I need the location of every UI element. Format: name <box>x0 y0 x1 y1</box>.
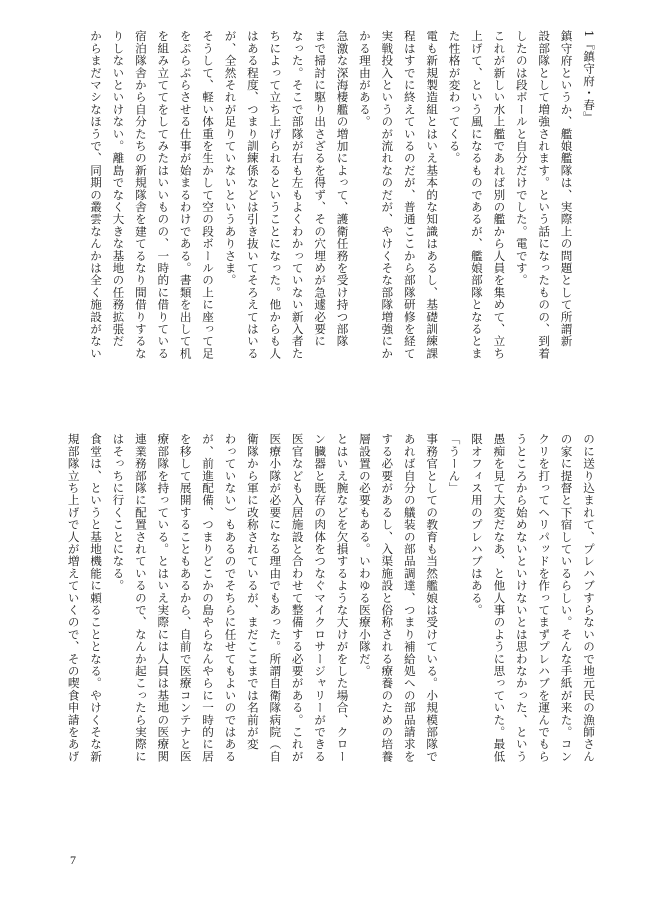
text-line: まで掃討に駆り出さざるを得ず、その穴埋めが急遽必要に <box>313 30 328 348</box>
text-line: 食堂は、というと基地機能に頼ることとなる。やけくそな新 <box>89 433 104 763</box>
text-line: 実戦投入というのが流れなのだが、やけくそな部隊増強にか <box>380 30 395 360</box>
text-line: 医療小隊が必要になる理由でもあった。所謂自衛隊病院（自 <box>268 433 283 763</box>
text-line: 上げて、という風になるものであるが、艦娘部隊となるとま <box>469 30 484 360</box>
page-number: 7 <box>70 853 76 867</box>
text-line: する必要があるし、入渠施設と俗称される療養のための培養 <box>380 433 395 763</box>
text-line: なった。そこで部隊が右も左もよくわかっていない新入者た <box>290 30 305 360</box>
text-line: 電も新規製造組とはいえ基本的な知識はあるし、基礎訓練課 <box>425 30 440 360</box>
text-line: 「うーん」 <box>447 433 462 494</box>
text-line: た性格が変わってくる。 <box>447 30 462 165</box>
text-line: はそっちに行くことになる。 <box>111 433 126 592</box>
text-line: りしないといけない。離島でなく大きな基地の任務拡張だ <box>111 30 126 348</box>
text-line: かる理由がある。 <box>357 30 372 128</box>
text-line: が、前進配備、つまりどこかの島やらなんやらに一時的に居 <box>201 433 216 763</box>
text-line: 規部隊立ち上げで人が増えていくので、その喫食申請をあげ <box>66 433 81 763</box>
text-line: あれば自分の艤装の部品調達、つまり補給処への部品請求を <box>402 433 417 763</box>
text-block-bottom <box>10 433 600 803</box>
text-line: わっていない）もあるのでそちらに任せてもよいのではある <box>223 433 238 763</box>
text-line: したのは段ボールと自分だけでした。電です。 <box>514 30 529 287</box>
text-line: ン臓器と既存の肉体をつなぐマイクロサージャリーができる <box>313 433 328 763</box>
text-line: の家に提督と下宿しているらしい。そんな手紙が来た。コン <box>559 433 574 763</box>
text-line: 愚痴を見て大変だなあ、と他人事のように思っていた。最低 <box>492 433 507 763</box>
text-line: 層設置の必要もある。いわゆる医療小隊だ。 <box>357 433 372 677</box>
text-line: 医官なども入居施設と合わせて整備する必要がある。これが <box>290 433 305 763</box>
text-line: そうして、軽い体重を生かして空の段ボールの上に座って足 <box>201 30 216 360</box>
text-line: 急激な深海棲艦の増加によって、護衛任務を受け持つ部隊 <box>335 30 350 348</box>
text-line: を移して展開することもあるから、自前で医療コンテナと医 <box>178 433 193 763</box>
text-line: 事務官としての教育も当然艦娘は受けている。小規模部隊で <box>425 433 440 763</box>
text-line: 療部隊を持っている。とはいえ実際には人員は基地の医療関 <box>156 433 171 763</box>
text-line: 宿泊隊舎から自分たちの新規隊舎を建てるなり間借りするな <box>133 30 148 360</box>
text-line: うところから始めないといけないとは思わなかった、という <box>514 433 529 763</box>
text-block-top <box>10 30 600 400</box>
text-line: ちによって立ち上げられるということになった。他からも人 <box>268 30 283 360</box>
text-line: をぷらぷらさせる仕事が始まるわけである。書類を出して机 <box>178 30 193 360</box>
text-line: が、全然それが足りていないというありさま。 <box>223 30 238 287</box>
text-line: 1『鎮守府・春』 <box>582 30 596 124</box>
text-line: 連業務部隊に配置されているので、なんか起こったら実際に <box>133 433 148 763</box>
text-line: からまだマシなほうで、同期の叢雲なんかは全く施設がない <box>89 30 104 360</box>
text-line: のに送り込まれて、プレハブすらないので地元民の漁師さん <box>582 433 596 763</box>
text-line: を組み立ててをしてみたはいいものの、一時的に借りている <box>156 30 171 360</box>
text-line: 限オフィス用のプレハブはある。 <box>469 433 484 616</box>
text-line: はある程度、つまり訓練係などは引き抜いてそろえてはいる <box>245 30 260 360</box>
text-line: 程はすでに終えているのだが、普通ここから部隊研修を経て <box>402 30 417 360</box>
text-line: 衛隊から軍に改称されているが、まだここまでは名前が変 <box>245 433 260 751</box>
text-line: クリを打ってヘリパッドを作ってまずプレハブを運んでもら <box>537 433 552 763</box>
text-line: 設部隊として増強されます。という話になったものの、到着 <box>537 30 552 360</box>
text-line: 鎮守府というか、艦娘艦隊は、実際上の問題として所謂新 <box>559 30 574 348</box>
text-line: とはいえ腕などを欠損するような大けがをした場合、クロー <box>335 433 350 763</box>
text-line: これが新しい水上艦であれば別の艦から人員を集めて、立ち <box>492 30 507 360</box>
